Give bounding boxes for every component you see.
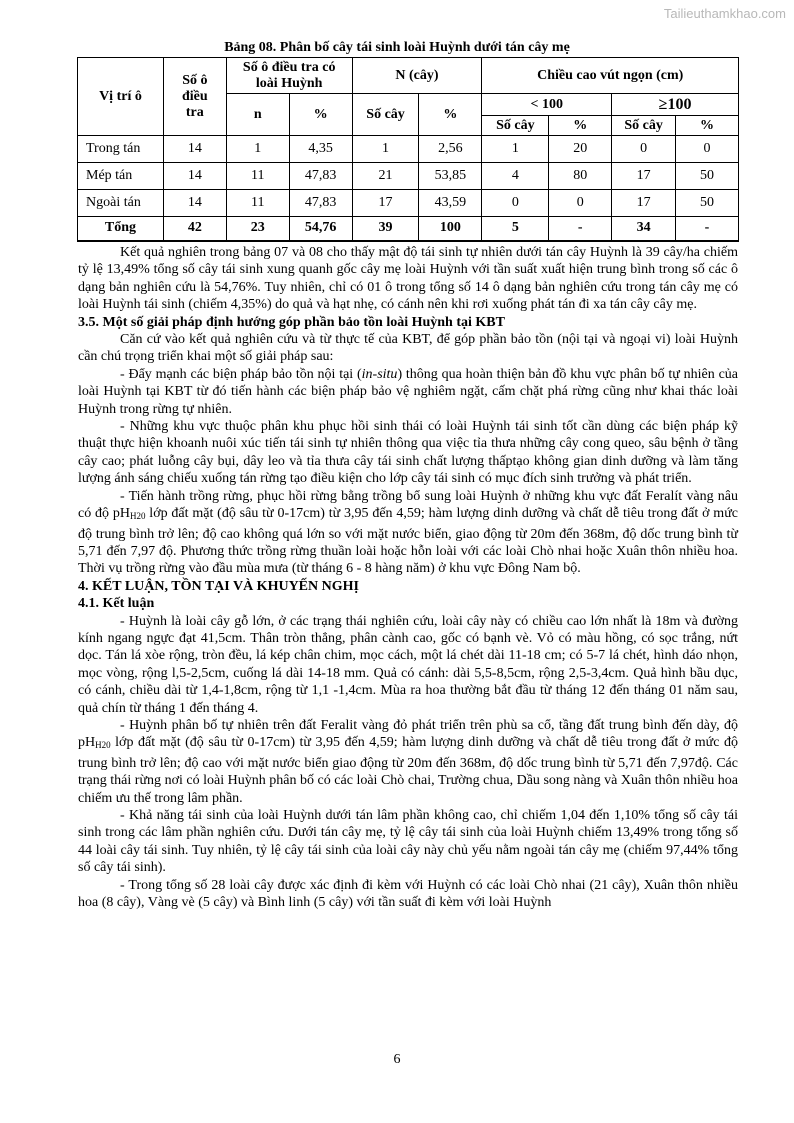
header-trees-pct: % bbox=[419, 94, 482, 136]
paragraph: Kết quả nghiên trong bảng 07 và 08 cho thấy mật độ tái sinh tự nhiên dưới tán cây Huỳnh là 39 cây/ha chiếm tỷ lệ 13,49% tổng số cây tái sinh xung quanh gốc cây mẹ loài Huỳnh với tần suất xuất hiện trung bình trong số các ô dạng bản nghiên cứu là 54,76%. Tuy nhiên, chỉ có 01 ô trong tổng số 14 ô dạng bản nghiên cứu trong tán cây mẹ có loài Huỳnh tái sinh (chiếm 4,35%) do quả và hạt nhẹ, có cánh nên khi rơi xuống phát tán đi xa tán cây cây mẹ. bbox=[78, 245, 738, 313]
cell-n-pct: 47,83 bbox=[289, 163, 352, 190]
cell-position: Ngoài tán bbox=[78, 190, 164, 217]
table-row bbox=[78, 163, 739, 190]
header-n: N (cây) bbox=[352, 58, 482, 94]
cell-ge-pct: - bbox=[676, 217, 739, 241]
cell-n-pct: 4,35 bbox=[289, 136, 352, 163]
header-lt-pct: % bbox=[549, 116, 612, 136]
header-n-small: n bbox=[226, 94, 289, 136]
subsection-heading: 4.1. Kết luận bbox=[78, 596, 155, 612]
header-height: Chiều cao vút ngọn (cm) bbox=[482, 58, 739, 94]
table-total-row bbox=[78, 217, 739, 241]
paragraph: - Huỳnh phân bố tự nhiên trên đất Feralit vàng đỏ phát triển trên phù sa cổ, tầng đất trung bình đến dày, độ $pH_{H20}$ lớp đất mặt (độ sâu từ 0-17cm) từ 3,95 đến 4,59; hàm lượng dinh dưỡng và chất dễ tiêu trong đất ở mức độ trung bình trở lên; độ cao với mặt nước biển giao động từ 20m đến 368m, độ dốc trung bình từ 5,71 đến 7,97độ. Các trạng thái rừng nơi có loài Huỳnh phân bố có các loài Chò chai, Trường chua, Dầu song nàng và Xuân thôn nhiều hoa chiếm ưu thế trong lâm phần. bbox=[78, 717, 738, 806]
cell-trees-pct: 43,59 bbox=[419, 190, 482, 217]
paragraph: - Tiến hành trồng rừng, phục hồi rừng bằng trồng bổ sung loài Huỳnh ở những khu vực đất Feralít vàng nâu có độ $pH_{H20}$ lớp đất mặt (độ sâu từ 0-17cm) từ 3,95 đến 4,59; hàm lượng dinh dưỡng và chất dễ tiêu trong đất ở mức độ trung bình trở lên; độ cao không quá lớn so với mặt nước biển, giao động từ 20m đến 368m, độ dốc trung bình từ 5,71 đến 7,97 độ. Phương thức trồng rừng thuần loài hoặc hỗn loài với các loài Chò nhai hoặc Xuân thôn nhiều hoa. Thời vụ trồng rừng vào đầu mùa mưa (từ tháng 6 - 8 hàng năm) ở khu vực Đông Nam bộ. bbox=[78, 488, 738, 577]
cell-lt-trees: 0 bbox=[482, 190, 549, 217]
cell-trees-pct: 53,85 bbox=[419, 163, 482, 190]
header-ge-pct: % bbox=[676, 116, 739, 136]
cell-trees: 17 bbox=[352, 190, 419, 217]
cell-plots: 42 bbox=[163, 217, 226, 241]
section-heading: 3.5. Một số giải pháp định hướng góp phần bảo tồn loài Huỳnh tại KBT bbox=[78, 314, 505, 330]
paragraph: - Đẩy mạnh các biện pháp bảo tồn nội tại (in-situ) thông qua hoàn thiện bản đồ khu vực phân bố tự nhiên của loài Huỳnh tại KBT từ đó tiến hành các biện pháp bảo vệ nghiêm ngặt, cấm chặt phá rừng cũng như khai thác loài Huỳnh trong rừng tự nhiên. bbox=[78, 366, 738, 417]
table-caption: Bảng 08. Phân bố cây tái sinh loài Huỳnh dưới tán cây mẹ bbox=[224, 40, 570, 55]
header-position: Vị trí ô bbox=[78, 58, 164, 136]
header-lt-trees: Số cây bbox=[482, 116, 549, 136]
distribution-table bbox=[77, 57, 739, 242]
table-row bbox=[78, 136, 739, 163]
cell-lt-pct: 80 bbox=[549, 163, 612, 190]
cell-trees-pct: 100 bbox=[419, 217, 482, 241]
section-heading: 4. KẾT LUẬN, TỒN TẠI VÀ KHUYẾN NGHỊ bbox=[78, 578, 359, 594]
cell-lt-pct: 20 bbox=[549, 136, 612, 163]
cell-ge-trees: 17 bbox=[612, 163, 676, 190]
cell-lt-trees: 1 bbox=[482, 136, 549, 163]
cell-lt-trees: 5 bbox=[482, 217, 549, 241]
paragraph: - Những khu vực thuộc phân khu phục hồi sinh thái có loài Huỳnh tái sinh tốt cần dùng các biện pháp kỹ thuật thực hiện khoanh nuôi xúc tiến tái sinh tự nhiên thông qua việc tỉa thưa những cây cong queo, sâu bệnh ở tầng cây cao; phát luỗng cây bụi, dây leo và tỉa thưa cây tái sinh chất lượng thấptạo không gian dinh dưỡng và làm tăng lượng ánh sáng chiếu xuống tán rừng tạo điều kiện cho lớp cây tái sinh có mục đích sinh trưởng và phát triển. bbox=[78, 419, 738, 487]
cell-position: Tổng bbox=[78, 217, 164, 241]
paragraph: - Trong tổng số 28 loài cây được xác định đi kèm với Huỳnh có các loài Chò nhai (21 cây), Xuân thôn nhiều hoa (8 cây), Vàng vè (5 cây) và Bình linh (5 cây) với tần suất đi kèm với loài Huỳnh bbox=[78, 877, 738, 911]
cell-position: Trong tán bbox=[78, 136, 164, 163]
header-n-pct: % bbox=[289, 94, 352, 136]
cell-plots: 14 bbox=[163, 136, 226, 163]
cell-ge-pct: 0 bbox=[676, 136, 739, 163]
header-lt100: < 100 bbox=[482, 94, 612, 116]
cell-trees-pct: 2,56 bbox=[419, 136, 482, 163]
cell-n-pct: 54,76 bbox=[289, 217, 352, 241]
paragraph: - Huỳnh là loài cây gỗ lớn, ở các trạng thái nghiên cứu, loài cây này có chiều cao lớn nhất là 18m và đường kính ngang ngực đạt 41,5cm. Thân tròn thẳng, phân cành cao, gốc có bạnh vè. Vỏ có màu hồng, có sọc trắng, nứt dọc. Tán lá xòe rộng, tròn đều, lá kép chân chim, mọc cách, một lá chét dài 11-18 cm; có 5-7 lá chét, hình dáo nhọn, mọc vòng, rộng l,5-2,5cm, cuống lá dài 14-18 mm. Quả có cánh: dài 5,5-8,5cm, rộng 2,5-3,4cm. Quả hình bầu dục, có cánh, chiều dài từ 1,4-1,8cm, rộng từ 1,1 -1,4cm. Mùa ra hoa thường bắt đầu từ tháng 12 đến tháng 01 năm sau, quả chín từ tháng 1 đến tháng 4. bbox=[78, 613, 738, 716]
paragraph: Căn cứ vào kết quả nghiên cứu và từ thực tế của KBT, để góp phần bảo tồn (nội tại và ngoại vi) loài Huỳnh cần chú trọng triển khai một số giải pháp sau: bbox=[78, 332, 738, 365]
cell-lt-pct: 0 bbox=[549, 190, 612, 217]
cell-n: 1 bbox=[226, 136, 289, 163]
header-plots: Số ô điều tra bbox=[163, 58, 226, 136]
cell-ge-trees: 0 bbox=[612, 136, 676, 163]
cell-n: 11 bbox=[226, 190, 289, 217]
cell-ge-pct: 50 bbox=[676, 190, 739, 217]
cell-trees: 21 bbox=[352, 163, 419, 190]
header-ge-trees: Số cây bbox=[612, 116, 676, 136]
watermark: Tailieuthamkhao.com bbox=[663, 6, 786, 21]
cell-trees: 1 bbox=[352, 136, 419, 163]
cell-plots: 14 bbox=[163, 190, 226, 217]
header-trees: Số cây bbox=[352, 94, 419, 136]
cell-ge-trees: 17 bbox=[612, 190, 676, 217]
header-ge100: ≥100 bbox=[612, 94, 739, 116]
cell-lt-trees: 4 bbox=[482, 163, 549, 190]
page-number: 6 bbox=[393, 1052, 401, 1067]
cell-lt-pct: - bbox=[549, 217, 612, 241]
table-row bbox=[78, 190, 739, 217]
paragraph: - Khả năng tái sinh của loài Huỳnh dưới tán lâm phần không cao, chỉ chiếm 1,04 đến 1,10% tổng số cây tái sinh trong các lâm phần nghiên cứu. Dưới tán cây mẹ, tỷ lệ cây tái sinh của loài Huỳnh chiếm 13,49% trong tổng số 44 loài cây tái sinh. Tuy nhiên, tỷ lệ cây tái sinh của loài cây này chủ yếu nằm ngoài tán cây mẹ (chiếm 97,44% tổng số cây tái sinh). bbox=[78, 808, 738, 876]
cell-position: Mép tán bbox=[78, 163, 164, 190]
cell-n: 23 bbox=[226, 217, 289, 241]
cell-plots: 14 bbox=[163, 163, 226, 190]
cell-n-pct: 47,83 bbox=[289, 190, 352, 217]
cell-ge-trees: 34 bbox=[612, 217, 676, 241]
cell-n: 11 bbox=[226, 163, 289, 190]
header-plots-with: Số ô điều tra có loài Huỳnh bbox=[226, 58, 352, 94]
cell-ge-pct: 50 bbox=[676, 163, 739, 190]
body-text bbox=[78, 244, 738, 911]
cell-trees: 39 bbox=[352, 217, 419, 241]
